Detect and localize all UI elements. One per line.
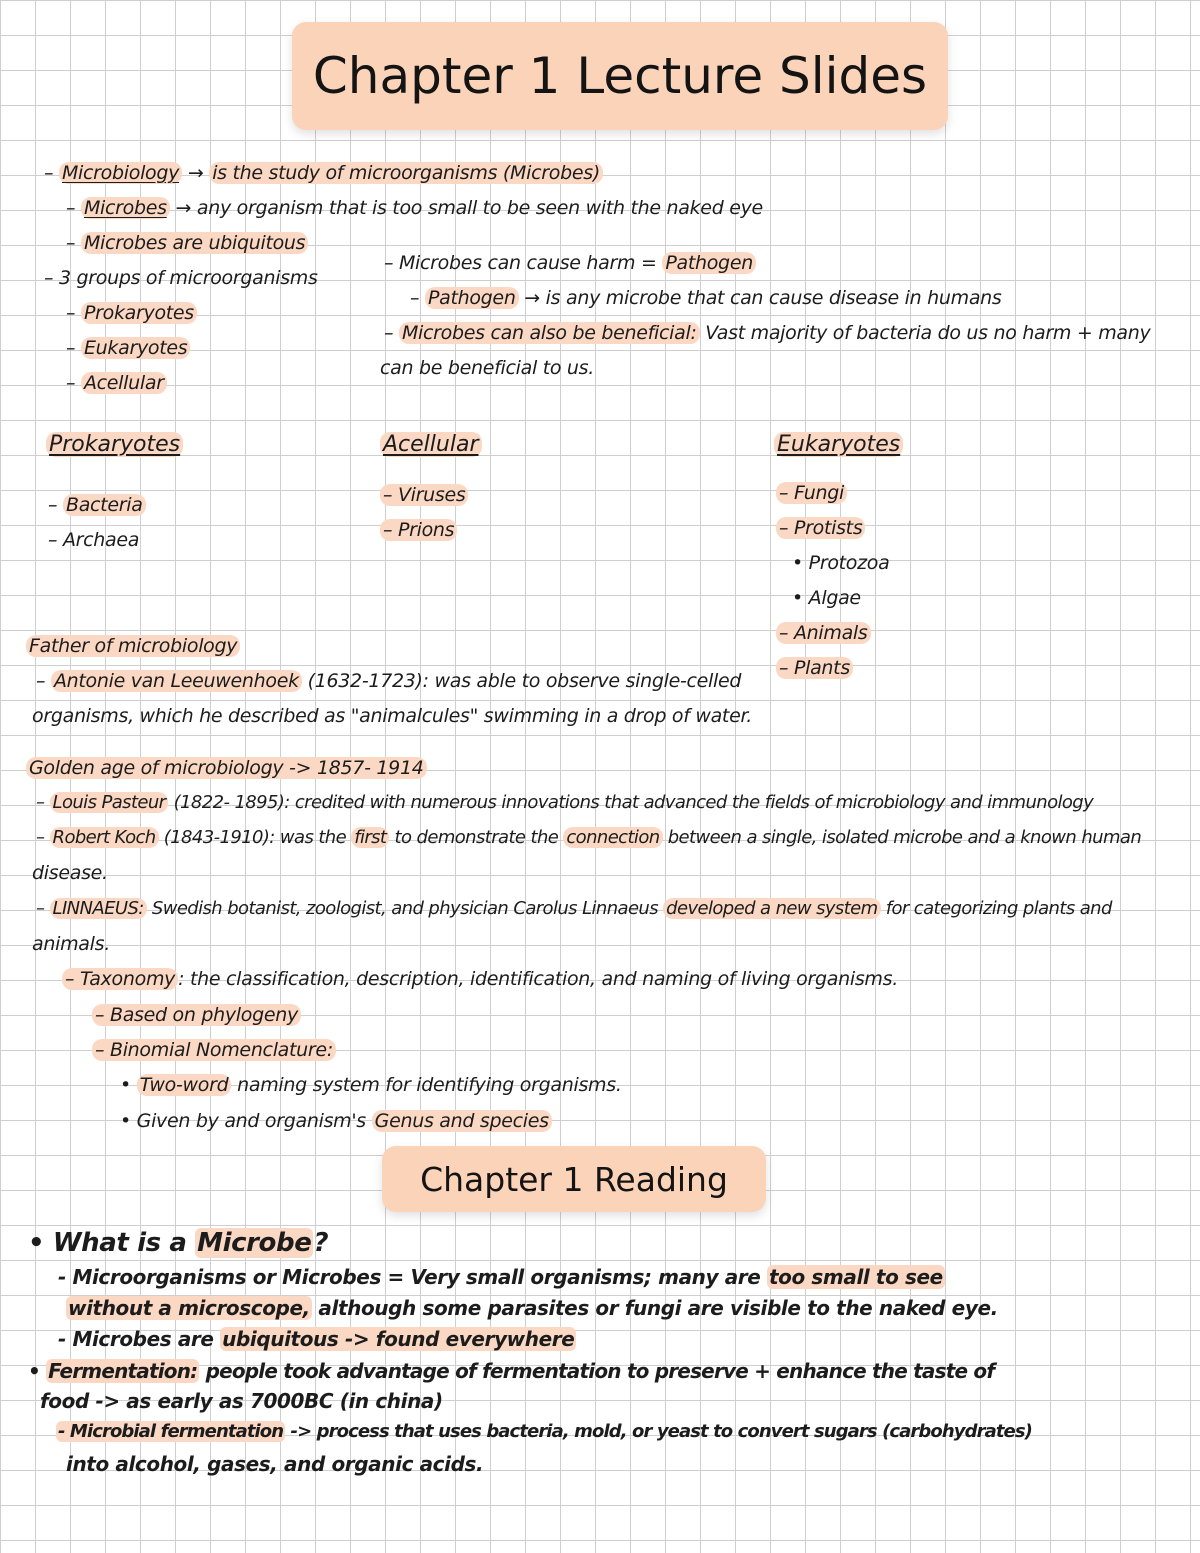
fermentation-line-2: food -> as early as 7000BC (in china) [40, 1389, 443, 1413]
reading-line: - Microbes are ubiquitous -> found everywhere [58, 1327, 575, 1351]
microbiology-definition: – Microbiology → is the study of microorganisms (Microbes) [44, 160, 603, 186]
harm-line: – Microbes can cause harm = Pathogen [384, 250, 756, 276]
eukaryote-item: – Animals [776, 620, 871, 646]
pathogen-definition: – Pathogen → is any microbe that can cause disease in humans [410, 287, 1002, 309]
group-item: – Eukaryotes [66, 335, 190, 361]
beneficial-line-2: can be beneficial to us. [380, 357, 594, 379]
binomial-line: – Binomial Nomenclature: [92, 1037, 336, 1063]
main-title-banner [292, 22, 948, 130]
eukaryote-item: – Fungi [776, 480, 847, 506]
linnaeus-line: – LINNAEUS: Swedish botanist, zoologist, and physician Carolus Linnaeus developed a new system for categorizing plants and [36, 898, 1112, 919]
binomial-bullet: • Given by and organism's Genus and species [120, 1108, 552, 1134]
prokaryote-item: – Archaea [48, 529, 140, 551]
microbial-fermentation-line: - Microbial fermentation -> process that uses bacteria, mold, or yeast to convert sugars (carbohydrates) [58, 1421, 1032, 1442]
pasteur-line: – Louis Pasteur (1822- 1895): credited with numerous innovations that advanced the fields of microbiology and immunology [36, 792, 1094, 813]
eukaryote-bullet: • Protozoa [792, 552, 890, 574]
binomial-bullet: • Two-word naming system for identifying organisms. [120, 1074, 622, 1096]
reading-title: Chapter 1 Reading [420, 1159, 728, 1199]
prokaryotes-heading: Prokaryotes [46, 430, 183, 460]
reading-line: - Microorganisms or Microbes = Very small organisms; many are too small to see [58, 1265, 943, 1289]
eukaryote-item: – Plants [776, 655, 853, 681]
koch-line: – Robert Koch (1843-1910): was the first to demonstrate the connection between a single, isolated microbe and a known human [36, 827, 1142, 848]
group-item: – Prokaryotes [66, 300, 197, 326]
prokaryote-item: – Bacteria [48, 492, 146, 518]
acellular-item: – Viruses [380, 482, 468, 508]
father-heading: Father of microbiology [26, 633, 240, 659]
koch-line-2: disease. [32, 862, 108, 884]
phylogeny-line: – Based on phylogeny [92, 1002, 301, 1028]
reading-title-banner [382, 1146, 766, 1212]
eukaryotes-heading: Eukaryotes [774, 430, 903, 460]
golden-age-heading: Golden age of microbiology -> 1857- 1914 [26, 755, 427, 781]
acellular-heading: Acellular [380, 430, 482, 460]
acellular-item: – Prions [380, 517, 457, 543]
main-title: Chapter 1 Lecture Slides [312, 47, 928, 105]
microbes-definition: – Microbes → any organism that is too small to be seen with the naked eye [66, 197, 763, 219]
ubiquitous-note: – Microbes are ubiquitous [66, 230, 308, 256]
group-item: – Acellular [66, 370, 167, 396]
groups-heading: – 3 groups of microorganisms [44, 267, 318, 289]
leeuwenhoek-line-2: organisms, which he described as "animalcules" swimming in a drop of water. [32, 705, 752, 727]
reading-line: without a microscope, although some parasites or fungi are visible to the naked eye. [68, 1296, 998, 1320]
fermentation-line: • Fermentation: people took advantage of fermentation to preserve + enhance the taste of [28, 1359, 995, 1383]
leeuwenhoek-line: – Antonie van Leeuwenhoek (1632-1723): was able to observe single-celled [36, 670, 742, 692]
taxonomy-line: – Taxonomy : the classification, description, identification, and naming of living organisms. [62, 966, 898, 992]
eukaryote-bullet: • Algae [792, 587, 861, 609]
reading-question: • What is a Microbe? [28, 1228, 329, 1258]
beneficial-line: – Microbes can also be beneficial: Vast majority of bacteria do us no harm + many [384, 322, 1151, 344]
eukaryote-item: – Protists [776, 515, 865, 541]
microbial-fermentation-line-2: into alcohol, gases, and organic acids. [66, 1452, 484, 1476]
linnaeus-line-2: animals. [32, 933, 110, 955]
